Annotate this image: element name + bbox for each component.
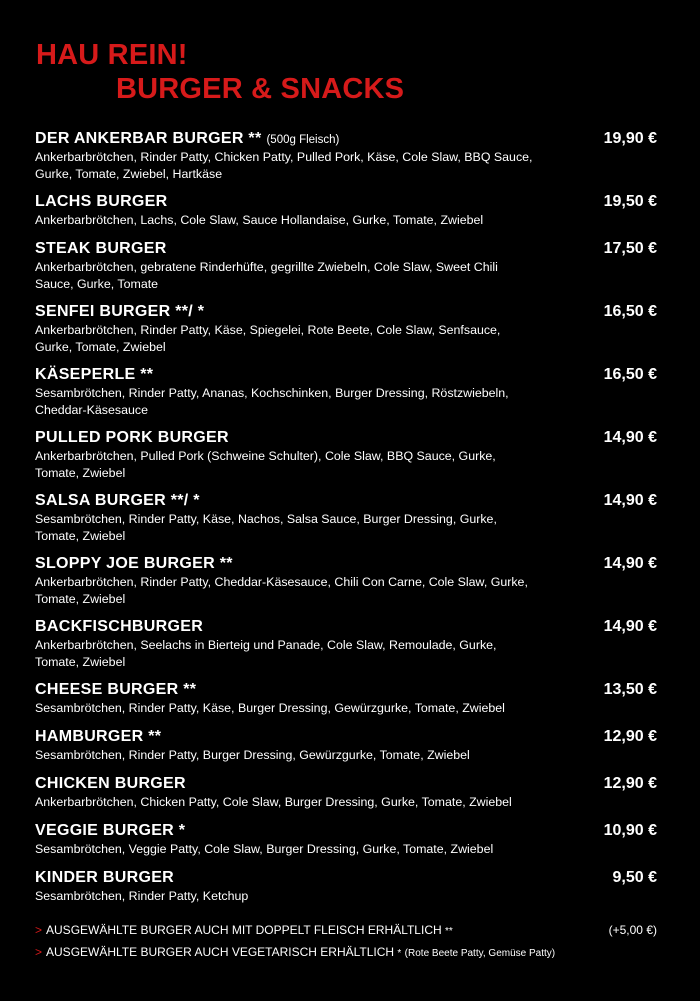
menu-item-description: Ankerbarbrötchen, gebratene Rinderhüfte, gegrillte Zwiebeln, Cole Slaw, Sweet Chili Sauce, Gurke, Tomate: [35, 260, 498, 291]
menu-item-header: [35, 239, 657, 259]
menu-item-name: VEGGIE BURGER *: [35, 822, 186, 839]
menu-item: [35, 774, 657, 811]
menu-item-header: [35, 821, 657, 841]
menu-item-price: 13,50 €: [603, 681, 657, 698]
menu-item-note: (500g Fleisch): [266, 134, 340, 146]
menu-item-header: [35, 680, 657, 700]
menu-item: [35, 129, 657, 182]
menu-item-price: 17,50 €: [603, 240, 657, 257]
footer-note-2-detail: (Rote Beete Patty, Gemüse Patty): [404, 948, 556, 959]
menu-item: [35, 428, 657, 481]
menu-item-price: 16,50 €: [603, 303, 657, 320]
menu-item: [35, 680, 657, 717]
title-line-1: HAU REIN!: [36, 39, 188, 71]
menu-item-name: HAMBURGER **: [35, 728, 162, 745]
footer-note-2-mark: *: [397, 948, 402, 959]
menu-item-price: 14,90 €: [603, 492, 657, 509]
menu-item-header: [35, 129, 657, 149]
menu-item-price: 14,90 €: [603, 555, 657, 572]
menu-item-price: 14,90 €: [603, 429, 657, 446]
arrow-icon: >: [35, 945, 43, 959]
menu-item-price: 16,50 €: [603, 366, 657, 383]
menu-item: [35, 554, 657, 607]
menu-item-description: Ankerbarbrötchen, Rinder Patty, Chicken Patty, Pulled Pork, Käse, Cole Slaw, BBQ Sauce, Gurke, Tomate, Zwiebel, Hartkäse: [35, 150, 533, 181]
menu-item-name: CHEESE BURGER **: [35, 681, 197, 698]
menu-item-price: 12,90 €: [603, 728, 657, 745]
menu-item-description: Sesambrötchen, Rinder Patty, Ananas, Kochschinken, Burger Dressing, Röstzwiebeln, Cheddar-Käsesauce: [35, 386, 509, 417]
menu-item: [35, 491, 657, 544]
menu-item-header: [35, 868, 657, 888]
footer-note-1-text: AUSGEWÄHLTE BURGER AUCH MIT DOPPELT FLEISCH ERHÄLTLICH: [46, 923, 442, 937]
menu-item-name: KINDER BURGER: [35, 869, 175, 886]
menu-item: [35, 239, 657, 292]
menu-item: [35, 365, 657, 418]
arrow-icon: >: [35, 923, 43, 937]
footer-note-double-meat: [35, 920, 657, 942]
menu-item: [35, 192, 657, 229]
menu-item-price: 9,50 €: [612, 869, 657, 886]
menu-item: [35, 727, 657, 764]
menu-item-name: PULLED PORK BURGER: [35, 429, 229, 446]
menu-item: [35, 617, 657, 670]
menu-item-header: [35, 491, 657, 511]
menu-item-header: [35, 428, 657, 448]
title-line-2: BURGER & SNACKS: [116, 73, 405, 105]
menu-item-price: 12,90 €: [603, 775, 657, 792]
menu-item: [35, 821, 657, 858]
menu-item-name: CHICKEN BURGER: [35, 775, 186, 792]
menu-item-name: BACKFISCHBURGER: [35, 618, 204, 635]
menu-item-price: 19,50 €: [603, 193, 657, 210]
menu-item-description: Ankerbarbrötchen, Pulled Pork (Schweine Schulter), Cole Slaw, BBQ Sauce, Gurke, Tomate, Zwiebel: [35, 449, 496, 480]
menu-item-name: STEAK BURGER: [35, 240, 167, 257]
menu-item-header: [35, 365, 657, 385]
menu-item-name: LACHS BURGER: [35, 193, 168, 210]
footer-note-2-text: AUSGEWÄHLTE BURGER AUCH VEGETARISCH ERHÄLTLICH: [46, 945, 395, 959]
menu-item-name: SENFEI BURGER **/ *: [35, 303, 205, 320]
footer-note-1-mark: **: [445, 926, 453, 937]
menu-item-description: Sesambrötchen, Rinder Patty, Käse, Burger Dressing, Gewürzgurke, Tomate, Zwiebel: [35, 701, 505, 715]
menu-item-description: Sesambrötchen, Rinder Patty, Ketchup: [35, 889, 249, 903]
menu-item-description: Ankerbarbrötchen, Seelachs in Bierteig und Panade, Cole Slaw, Remoulade, Gurke, Tomate, Zwiebel: [35, 638, 497, 669]
menu-item: [35, 868, 657, 905]
menu-item-header: [35, 554, 657, 574]
menu-item-header: [35, 774, 657, 794]
menu-item-description: Sesambrötchen, Rinder Patty, Käse, Nachos, Salsa Sauce, Burger Dressing, Gurke, Tomate, Zwiebel: [35, 512, 497, 543]
menu-item-header: [35, 617, 657, 637]
menu-item: [35, 302, 657, 355]
menu-item-name: SLOPPY JOE BURGER **: [35, 555, 233, 572]
footer-notes: [35, 920, 657, 964]
menu-item-description: Ankerbarbrötchen, Rinder Patty, Cheddar-Käsesauce, Chili Con Carne, Cole Slaw, Gurke, Tomate, Zwiebel: [35, 575, 528, 606]
menu-item-header: [35, 302, 657, 322]
menu-item-header: [35, 727, 657, 747]
menu-item-header: [35, 192, 657, 212]
menu-item-description: Ankerbarbrötchen, Rinder Patty, Käse, Spiegelei, Rote Beete, Cole Slaw, Senfsauce, Gurke, Tomate, Zwiebel: [35, 323, 501, 354]
menu-item-description: Sesambrötchen, Rinder Patty, Burger Dressing, Gewürzgurke, Tomate, Zwiebel: [35, 748, 470, 762]
menu-item-description: Ankerbarbrötchen, Chicken Patty, Cole Slaw, Burger Dressing, Gurke, Tomate, Zwiebel: [35, 795, 512, 809]
footer-note-vegetarian: [35, 942, 657, 964]
menu-item-price: 10,90 €: [603, 822, 657, 839]
menu-item-description: Sesambrötchen, Veggie Patty, Cole Slaw, Burger Dressing, Gurke, Tomate, Zwiebel: [35, 842, 494, 856]
menu-item-description: Ankerbarbrötchen, Lachs, Cole Slaw, Sauce Hollandaise, Gurke, Tomate, Zwiebel: [35, 213, 484, 227]
page-title: [36, 38, 404, 106]
menu-item-name: SALSA BURGER **/ *: [35, 492, 200, 509]
menu-item-price: 14,90 €: [603, 618, 657, 635]
menu-item-name: DER ANKERBAR BURGER **: [35, 130, 262, 147]
footer-note-1-price: (+5,00 €): [608, 923, 657, 937]
menu-item-name: KÄSEPERLE **: [35, 366, 154, 383]
menu-item-price: 19,90 €: [603, 130, 657, 147]
